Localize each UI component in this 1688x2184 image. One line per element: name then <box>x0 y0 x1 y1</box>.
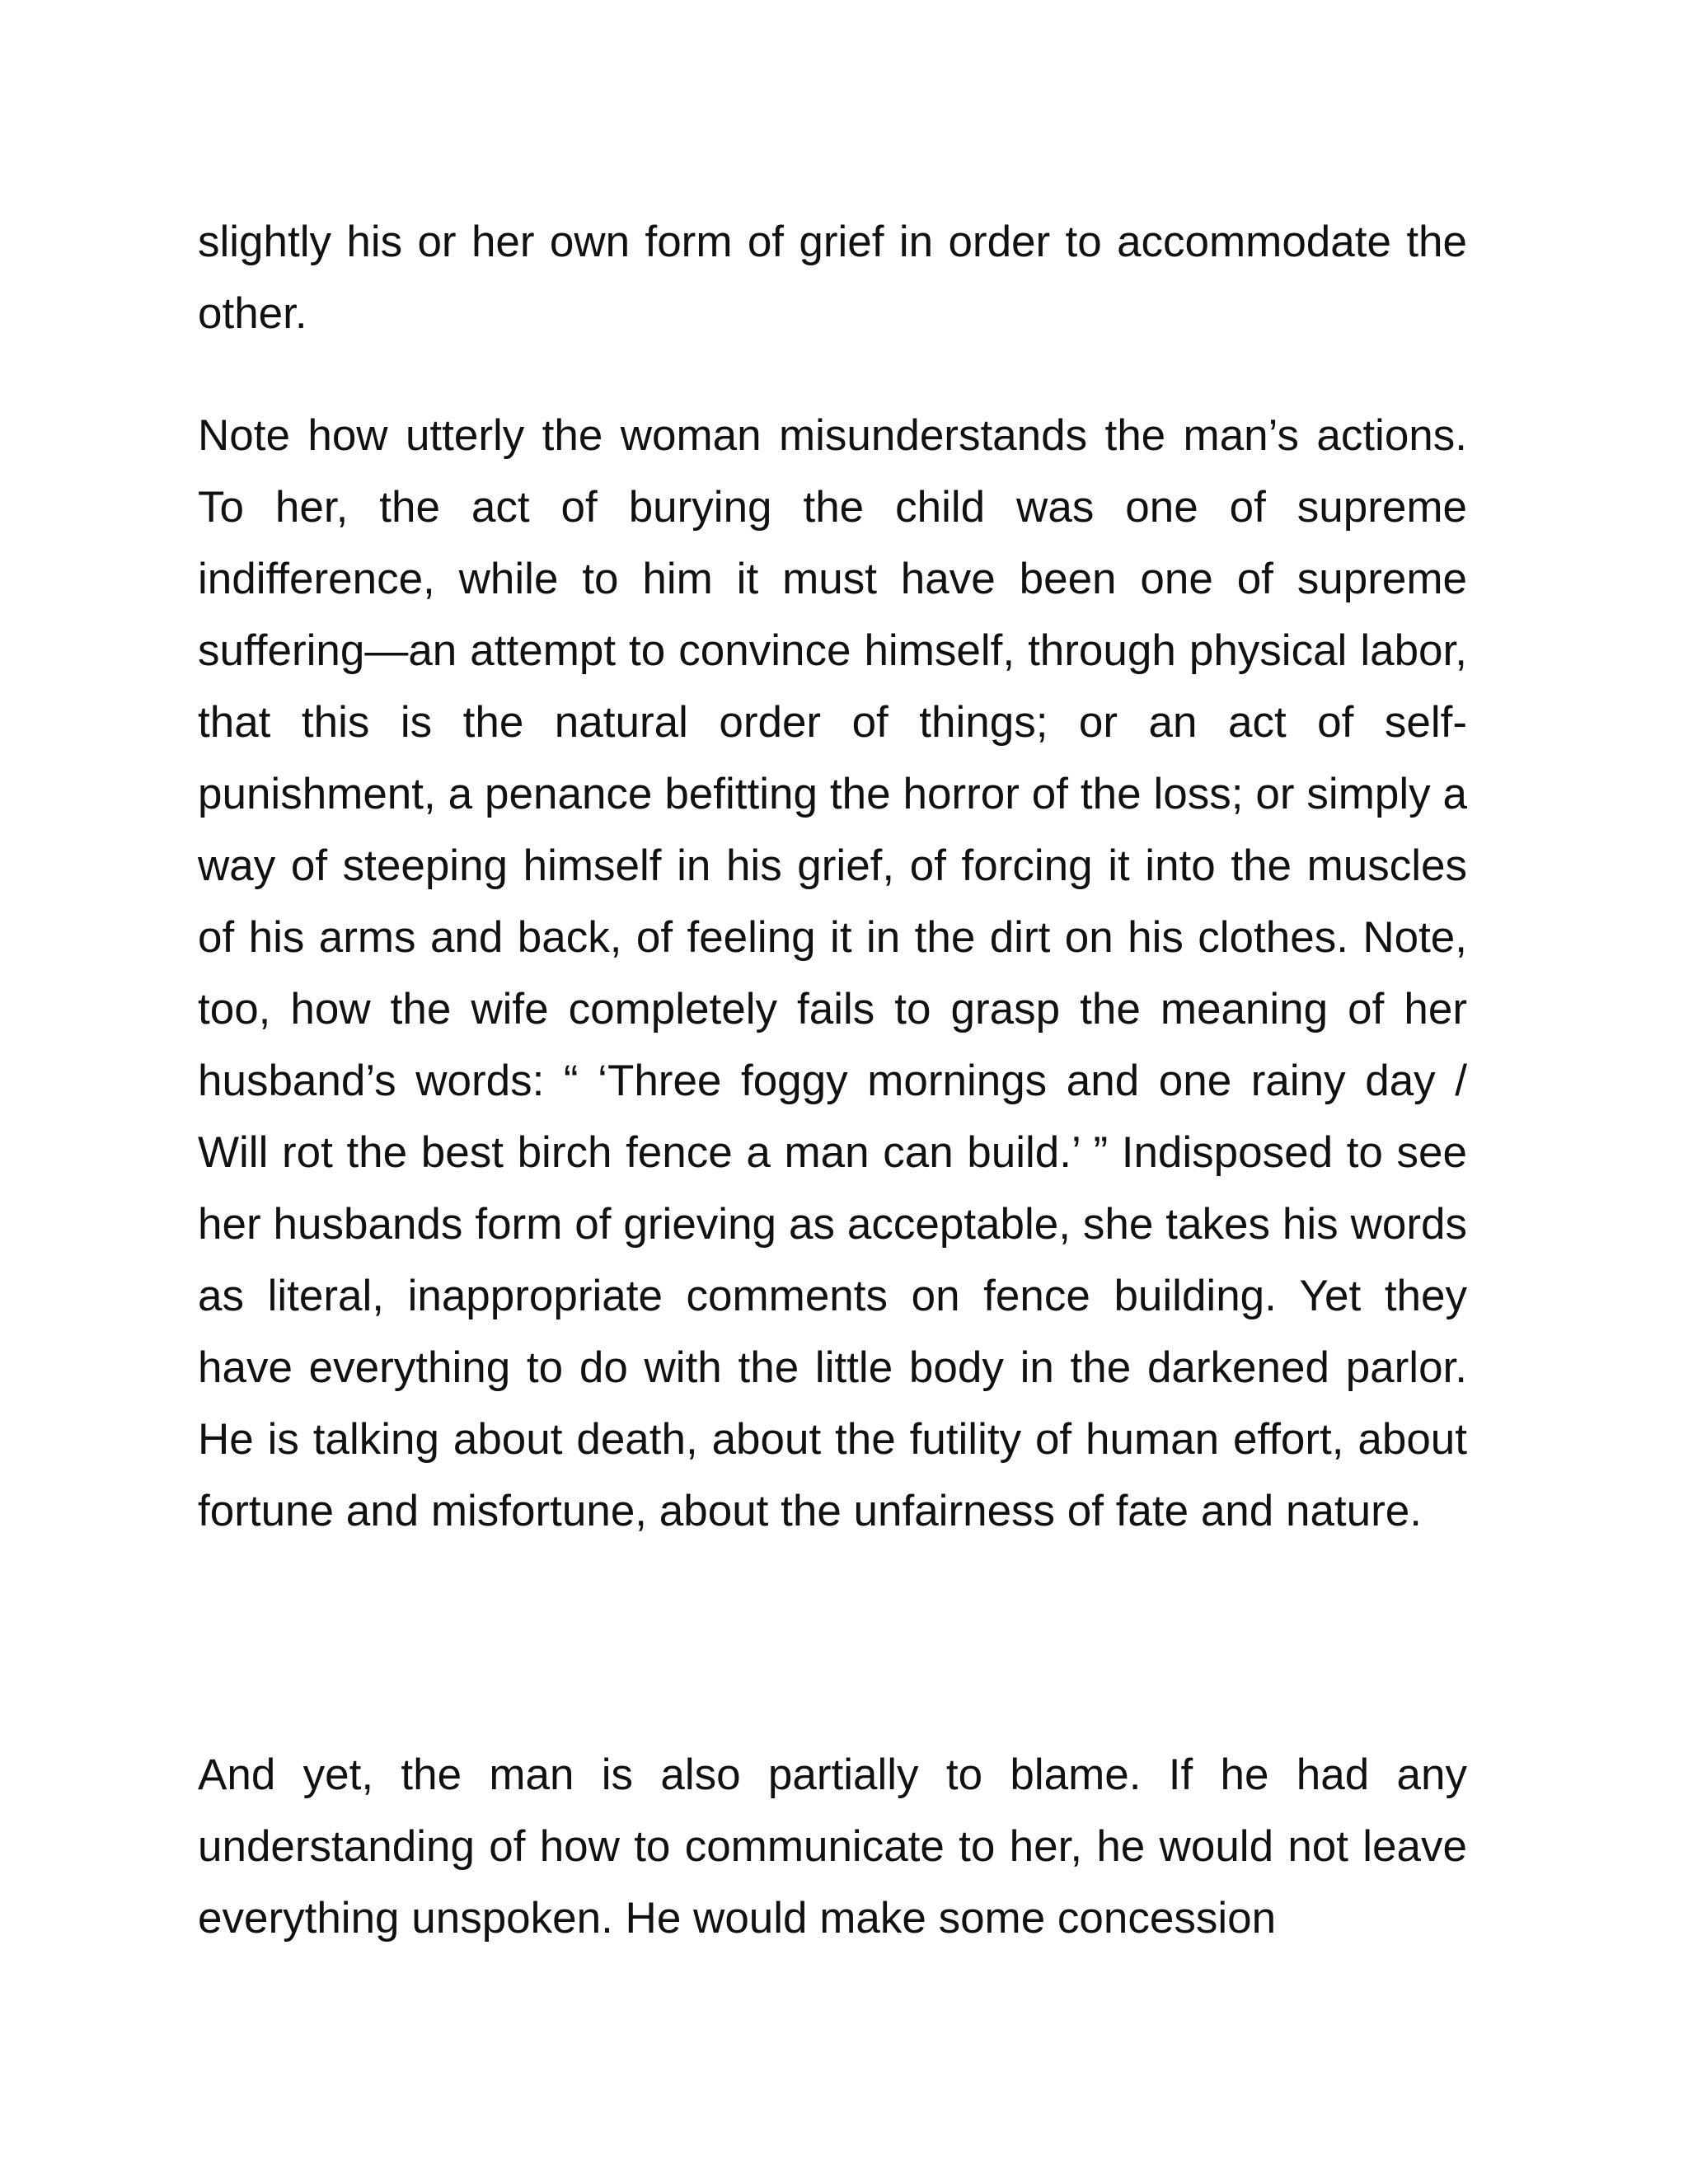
paragraph: slightly his or her own form of grief in order to accommodate the other. <box>198 218 1467 338</box>
paragraph: And yet, the man is also partially to blame. If he had any understanding of how to communicate to her, he would not leave everything unspoken. He would make some concession <box>198 1750 1467 1943</box>
paragraph: Note how utterly the woman misunderstands the man’s actions. To her, the act of burying the child was one of supreme indifference, while to him it must have been one of supreme suffering—an attempt to convince himself, through physical labor, that this is the natural order of things; or an act of self-punishment, a penance befitting the horror of the loss; or simply a way of steeping himself in his grief, of forcing it into the muscles of his arms and back, of feeling it in the dirt on his clothes. Note, too, how the wife completely fails to grasp the meaning of her husband’s words: “ ‘Three foggy mornings and one rainy day / Will rot the best birch fence a man can build.’ ” Indisposed to see her husbands form of grieving as acceptable, she takes his words as literal, inappropriate comments on fence building. Yet they have everything to do with the little body in the darkened parlor. He is talking about death, about the futility of human effort, about fortune and misfortune, about the unfairness of fate and nature. <box>198 411 1467 1535</box>
